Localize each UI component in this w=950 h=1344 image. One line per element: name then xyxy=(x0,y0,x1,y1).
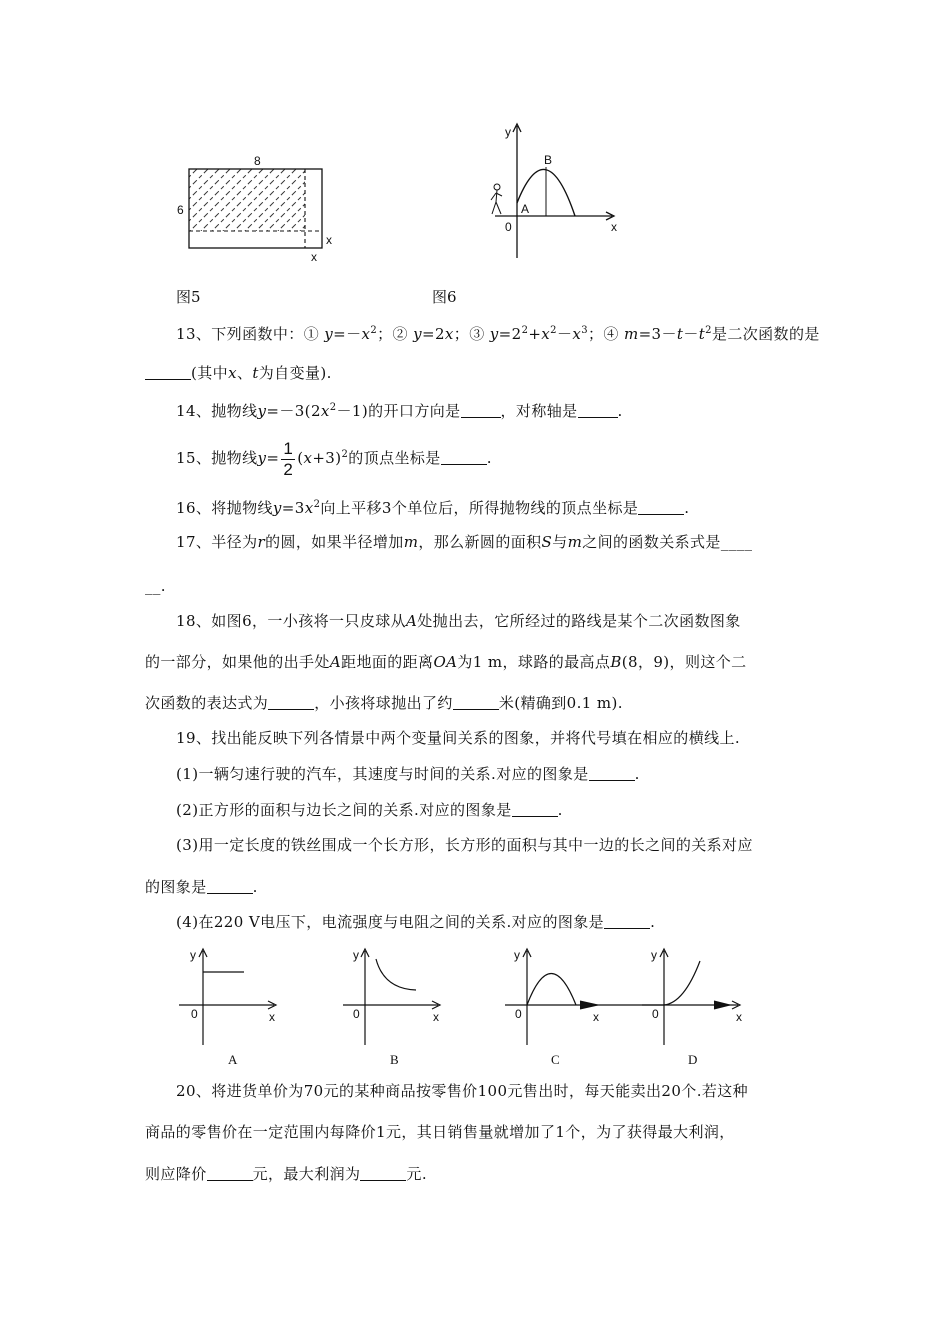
graph-c-parabola xyxy=(527,974,576,1006)
q20-line-3: 则应降价 元，最大利润为 元. xyxy=(145,1165,427,1183)
graph-b xyxy=(340,945,450,1050)
graph-d-y-label: y xyxy=(651,948,657,962)
q19-answer-1-blank[interactable] xyxy=(589,766,635,781)
q20-line-2: 商品的零售价在一定范围内每降价1元，其日销售量就增加了1个，为了获得最大利润， xyxy=(145,1123,735,1141)
q20-price-drop-blank[interactable] xyxy=(207,1166,253,1181)
graph-d-x-label: x xyxy=(736,1010,742,1024)
figure-5 xyxy=(172,150,342,270)
fig5-x-bottom-label: x xyxy=(311,250,317,264)
fig6-origin-label: 0 xyxy=(505,220,512,234)
figure-6-caption: 图6 xyxy=(432,288,457,306)
graph-d-label: D xyxy=(688,1052,698,1067)
q19-intro: 19、找出能反映下列各情景中两个变量间关系的图象，并将代号填在相应的横线上. xyxy=(176,729,741,747)
q19-answer-4-blank[interactable] xyxy=(604,914,650,929)
fig5-x-right-label: x xyxy=(326,233,332,247)
q15-vertex-blank[interactable] xyxy=(441,450,487,465)
q19-answer-3-blank[interactable] xyxy=(207,879,253,894)
graph-a-label: A xyxy=(228,1052,238,1067)
graph-c-origin: 0 xyxy=(515,1007,522,1021)
q18-line-2: 的一部分，如果他的出手处A距地面的距离OA为1 m，球路的最高点B(8，9)，则这个二 xyxy=(145,653,747,671)
q13-answer-blank[interactable] xyxy=(145,365,191,380)
q20-line-1: 20、将进货单价为70元的某种商品按零售价100元售出时，每天能卖出20个.若这种 xyxy=(176,1082,749,1100)
q14-line: 14、抛物线$y=-3(2x^2-1)$的开口方向是 ，对称轴是 . xyxy=(176,402,623,420)
q18-distance-blank[interactable] xyxy=(453,695,499,710)
q19-part-3: (3)用一定长度的铁丝围成一个长方形，长方形的面积与其中一边的长之间的关系对应 xyxy=(176,836,753,854)
fig6-x-label: x xyxy=(611,220,617,234)
q13-line-1: 13、下列函数中：① $y=-x^2$；② y=2x；③ $y=2^2+x^2-x^3$；④ $m=3-t-t^2$是二次函数的是 xyxy=(176,325,820,343)
fig6-point-a-label: A xyxy=(521,202,530,216)
q19-part-2: (2)正方形的面积与边长之间的关系.对应的图象是 . xyxy=(176,801,563,819)
q14-axis-blank[interactable] xyxy=(578,403,618,418)
q16-line: 16、将抛物线$y=3x^2$向上平移3个单位后，所得抛物线的顶点坐标是 . xyxy=(176,499,690,517)
q18-line-1: 18、如图6，一小孩将一只皮球从A处抛出去，它所经过的路线是某个二次函数图象 xyxy=(176,612,741,630)
fig6-point-b-label: B xyxy=(544,153,553,167)
q20-max-profit-blank[interactable] xyxy=(360,1166,406,1181)
q14-direction-blank[interactable] xyxy=(461,403,501,418)
graph-c-label: C xyxy=(551,1052,560,1067)
q18-line-3: 次函数的表达式为 ，小孩将球抛出了约 米(精确到0.1 m). xyxy=(145,694,623,712)
q19-answer-2-blank[interactable] xyxy=(512,802,558,817)
q17-line-1: 17、半径为r的圆，如果半径增加m，那么新圆的面积S与m之间的函数关系式是____ xyxy=(176,533,753,551)
q15-line: 15、抛物线y= $\frac{1}{2}$ $(x+3)^2$的顶点坐标是 . xyxy=(176,438,492,479)
figure-6 xyxy=(480,118,630,263)
q19-part-4: (4)在220 V电压下，电流强度与电阻之间的关系.对应的图象是 . xyxy=(176,913,656,931)
graph-d-origin: 0 xyxy=(652,1007,659,1021)
graph-c-d xyxy=(500,945,750,1050)
shaded-region xyxy=(189,169,305,231)
graph-b-y-label: y xyxy=(353,948,359,962)
q17-line-2: __. xyxy=(145,577,166,595)
fig6-y-label: y xyxy=(505,125,511,139)
graph-c-x-label: x xyxy=(593,1010,599,1024)
q16-vertex-blank[interactable] xyxy=(638,500,684,515)
q19-part-1: (1)一辆匀速行驶的汽车，其速度与时间的关系.对应的图象是 . xyxy=(176,765,640,783)
figure-5-caption: 图5 xyxy=(176,288,201,306)
fig5-height-label: 6 xyxy=(177,203,184,217)
graph-a-origin: 0 xyxy=(191,1007,198,1021)
graph-a xyxy=(176,945,286,1050)
graph-b-hyperbola xyxy=(376,959,416,990)
graph-a-x-label: x xyxy=(269,1010,275,1024)
graph-b-origin: 0 xyxy=(353,1007,360,1021)
fig5-width-label: 8 xyxy=(254,154,261,168)
graph-b-label: B xyxy=(390,1052,399,1067)
q18-expression-blank[interactable] xyxy=(268,695,314,710)
graph-c-y-label: y xyxy=(514,948,520,962)
graph-a-y-label: y xyxy=(190,948,196,962)
graph-d-parabola xyxy=(642,961,700,1005)
graph-b-x-label: x xyxy=(433,1010,439,1024)
q19-part-3-cont: 的图象是 . xyxy=(145,878,258,896)
child-figure-icon xyxy=(491,184,502,214)
q15-fraction: $\frac{1}{2}$ xyxy=(283,438,294,479)
q13-line-2: (其中x、t为自变量). xyxy=(145,363,332,383)
